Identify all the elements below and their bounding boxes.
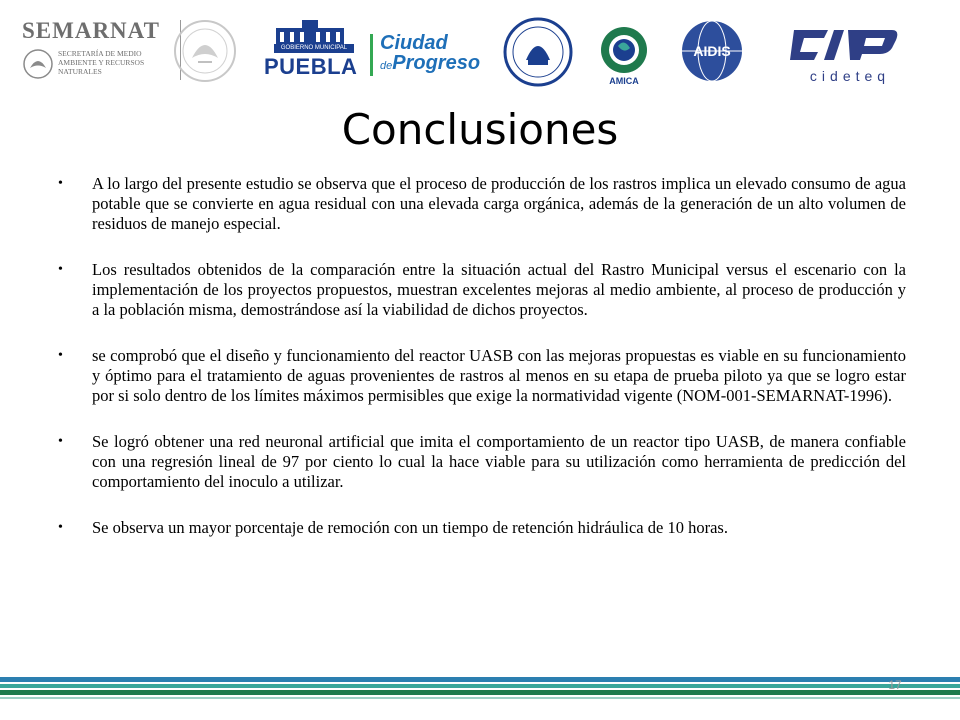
puebla-name: PUEBLA [264,54,358,79]
semarnat-name: SEMARNAT [22,18,160,43]
list-item-text: Se logró obtener una red neuronal artificial que imita el comportamiento de un reactor tipo UASB, de manera confiable con una regresión lineal de 97 por ciento lo cual la hace viable para su utilización como herramienta de predicción del comportamiento del inoculo a utilizar. [92,432,906,491]
ciudad-progreso: Progreso [392,52,481,74]
ciudad-line2 [380,52,480,75]
list-item [58,346,906,406]
globe-icon [680,18,744,84]
cideteq-name: cideteq [809,68,891,84]
building-icon [262,20,358,46]
bullet-icon: • [58,262,63,277]
bullet-icon: • [58,434,63,449]
puebla-gov-label: GOBIERNO MUNICIPAL [274,44,354,53]
footer-stripe-light [0,697,960,699]
university-seal-logo [496,16,580,88]
ciudad-line1: Ciudad [380,32,448,54]
list-item-text: se comprobó que el diseño y funcionamiento del reactor UASB con las mejoras propuestas es viable en su funcionamiento y óptimo para el tratamiento de aguas provenientes de rastros al menos en su etapa de prueba piloto ya que se logro estar por si solo dentro de los límites máximos permisibles que exige la normatividad vigente (NOM-001-SEMARNAT-1996). [92,346,906,405]
ciudad-progreso-logo [364,30,484,80]
university-seal-icon [496,16,580,88]
footer-stripe-teal [0,684,960,688]
footer-stripe-blue [0,677,960,682]
ciudad-de: de [380,60,393,72]
logo-bar [0,0,960,100]
gear-globe-icon [598,24,650,76]
list-item [58,432,906,492]
conclusions-list [58,174,906,564]
page-title: Conclusiones [341,105,619,154]
national-seal-icon [170,18,240,84]
puebla-logo [262,20,358,84]
list-item [58,260,906,320]
page-number: 17 [888,678,902,692]
bullet-icon: • [58,176,63,191]
list-item-text: Los resultados obtenidos de la comparación entre la situación actual del Rastro Municipal versus el escenario con la implementación de los proyectos propuestos, muestran excelentes mejoras al medio ambiente, al proceso de producción y a la población misma, demostrándose así la viabilidad de dichos proyectos. [92,260,906,319]
mexico-seal-logo [170,18,240,84]
aidis-logo [680,18,744,84]
footer-stripe-green [0,690,960,695]
aidis-name: AIDIS [693,43,731,59]
list-item-text: Se observa un mayor porcentaje de remoción con un tiempo de retención hidráulica de 10 horas. [92,518,728,537]
bullet-icon: • [58,520,63,535]
semarnat-logo [22,18,162,82]
cideteq-mark-icon [788,24,912,64]
accent-bar [370,34,373,76]
cideteq-logo [788,24,912,90]
list-item [58,518,906,538]
semarnat-subtitle: SECRETARÍA DE MEDIO AMBIENTE Y RECURSOS NATURALES [58,49,145,76]
amica-logo [598,24,650,88]
amica-name: AMICA [609,76,639,86]
list-item [58,174,906,234]
eagle-emblem-icon [22,48,56,82]
list-item-text: A lo largo del presente estudio se observa que el proceso de producción de los rastros implica un elevado consumo de agua potable que se convierte en agua residual con una elevada carga orgánica, además de la generación de un alto volumen de residuos de manejo especial. [92,174,906,233]
bullet-icon: • [58,348,63,363]
